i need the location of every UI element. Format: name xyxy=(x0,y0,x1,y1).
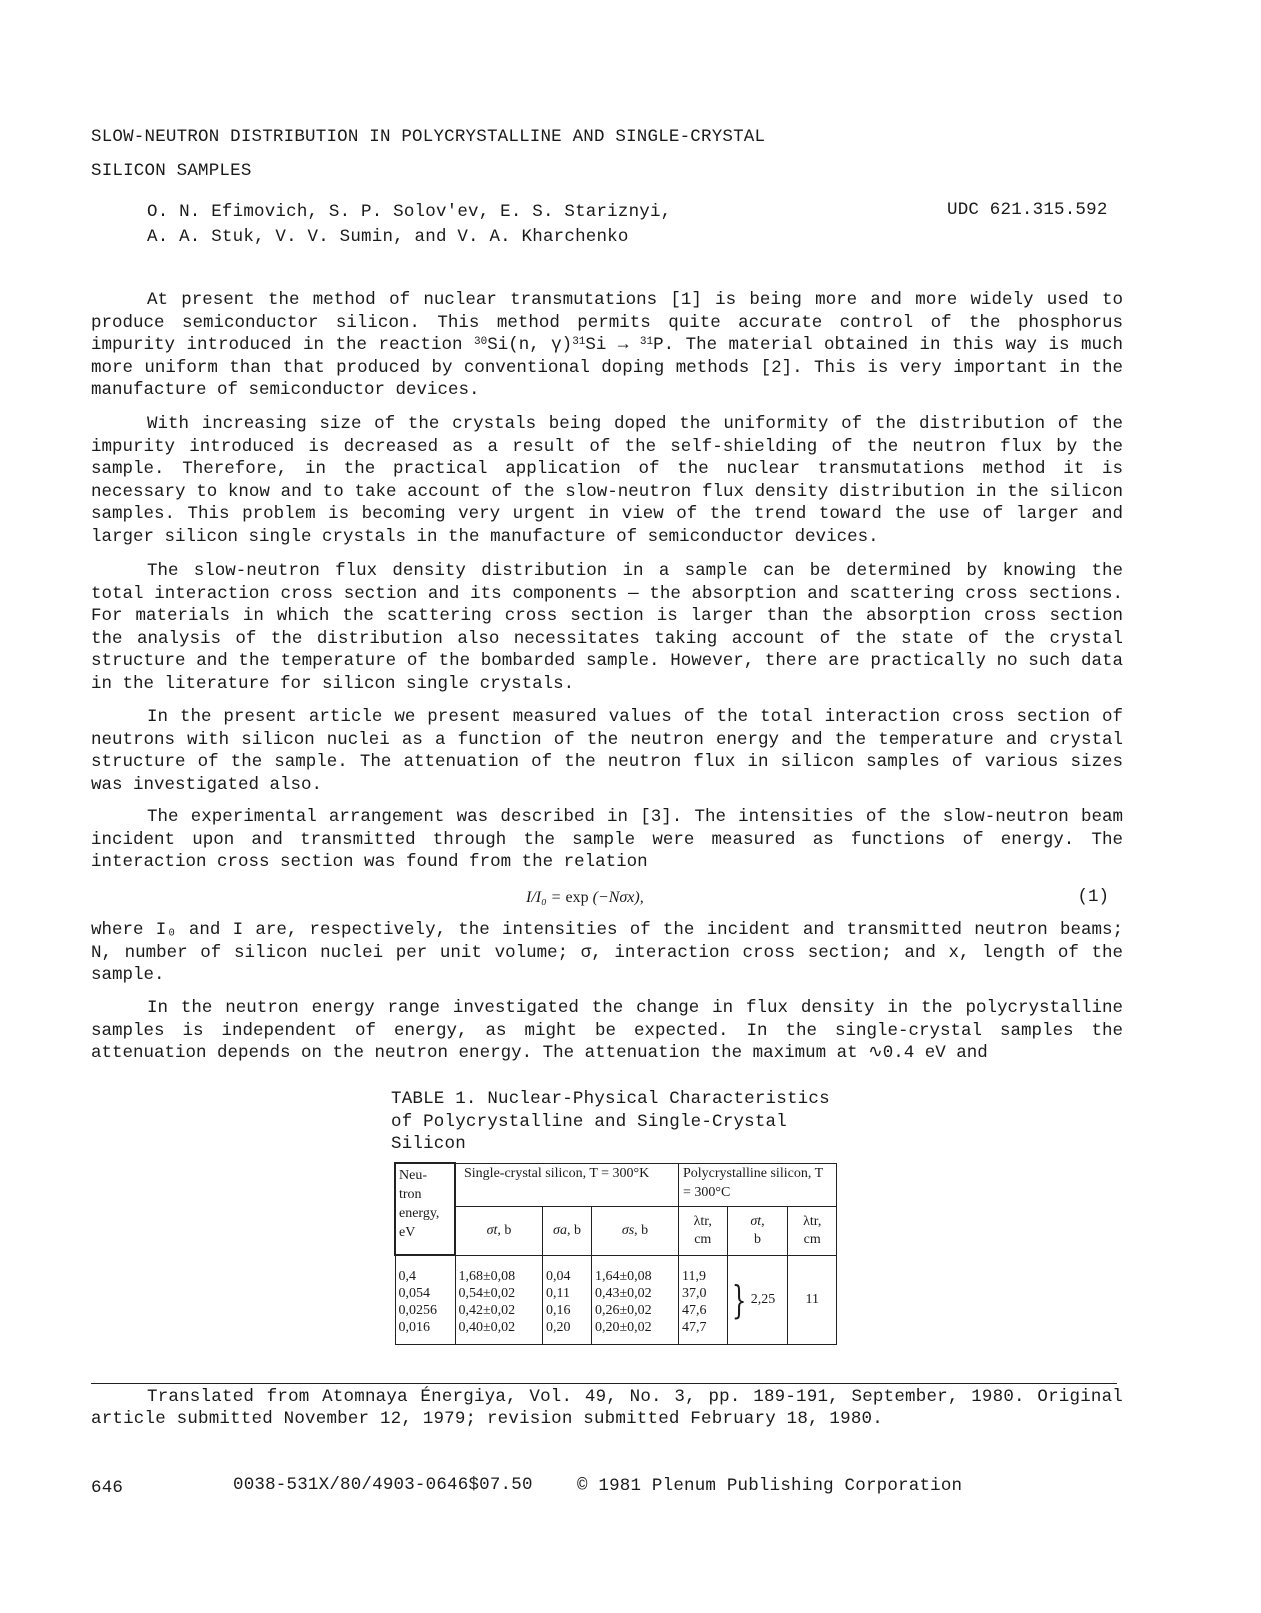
col-header-poly-sigma-t: σt, b xyxy=(727,1206,788,1255)
table-cell: 11,9 xyxy=(682,1268,706,1284)
title-line-1: SLOW-NEUTRON DISTRIBUTION IN POLYCRYSTALLINE AND SINGLE-CRYSTAL xyxy=(91,127,766,147)
page-number: 646 xyxy=(91,1478,124,1498)
col-header-single-crystal: Single-crystal silicon, T = 300°K xyxy=(455,1163,679,1206)
table-cell: 1,68±0,08 xyxy=(458,1268,516,1284)
table-cell: 0,26±0,02 xyxy=(595,1302,652,1318)
table-cell: 0,11 xyxy=(546,1285,570,1301)
paragraph-5: The experimental arrangement was described in [3]. The intensities of the slow-neutron beam incident upon and transmitted through the sample were measured as functions of energy. The interaction cross section was found from the relation xyxy=(91,807,1123,873)
sigma-a-column xyxy=(543,1255,592,1345)
authors-line-2: A. A. Stuk, V. V. Sumin, and V. A. Kharchenko xyxy=(147,227,629,247)
col-header-lambda-tr: λtr, cm xyxy=(679,1206,728,1255)
author-list xyxy=(147,200,671,250)
table-cell: 0,4 xyxy=(398,1269,416,1284)
table-cell: 0,20 xyxy=(546,1319,571,1335)
copyright-notice: © 1981 Plenum Publishing Corporation xyxy=(577,1476,963,1496)
paragraph-6: where I₀ and I are, respectively, the intensities of the incident and transmitted neutron beams; N, number of silicon nuclei per unit volume; σ, interaction cross section; and x, length of the sample. xyxy=(91,920,1123,986)
table-cell: 37,0 xyxy=(682,1285,707,1301)
equation-body: I/I₀ = exp (−Nσx), xyxy=(526,889,644,906)
sigma-t-column xyxy=(455,1255,543,1345)
article-title xyxy=(91,120,765,188)
col-header-poly-lambda-tr: λtr, cm xyxy=(788,1206,837,1255)
title-line-2: SILICON SAMPLES xyxy=(91,161,252,181)
paragraph-3: The slow-neutron flux density distribution in a sample can be determined by knowing the total interaction cross section and its components — the absorption and scattering cross sections. For materials in which the scattering cross section is larger than the absorption cross section the analysis of the distribution also necessitates taking account of the state of the crystal structure and the temperature of the bombarded sample. However, there are practically no such data in the literature for silicon single crystals. xyxy=(91,561,1123,694)
footnote-divider xyxy=(91,1383,1117,1384)
table-cell: 1,64±0,08 xyxy=(595,1268,652,1284)
sigma-s-column xyxy=(592,1255,679,1345)
energy-column xyxy=(395,1255,455,1345)
table-cell: 0,04 xyxy=(546,1268,571,1284)
table-cell: 0,20±0,02 xyxy=(595,1319,652,1335)
authors-line-1: O. N. Efimovich, S. P. Solov'ev, E. S. Stariznyi, xyxy=(147,202,672,222)
table-1 xyxy=(394,1162,837,1345)
brace-icon: } xyxy=(731,1277,746,1322)
table-cell: 0,43±0,02 xyxy=(595,1285,652,1301)
poly-sigma-t-cell: } 2,25 xyxy=(727,1255,788,1345)
equation-number: (1) xyxy=(1077,887,1109,907)
table-cell: 0,054 xyxy=(398,1286,430,1301)
col-header-energy: Neu- tron energy, eV xyxy=(395,1163,455,1255)
equation-1 xyxy=(91,887,1109,911)
translation-note: Translated from Atomnaya Énergiya, Vol. 49, No. 3, pp. 189-191, September, 1980. Original article submitted November 12, 1979; revision submitted February 18, 1980. xyxy=(91,1387,1123,1429)
col-header-sigma-t: σt, b xyxy=(455,1206,543,1255)
paragraph-1: At present the method of nuclear transmutations [1] is being more and more widely used to produce semiconductor silicon. This method permits quite accurate control of the phosphorus impurity introduced in the reaction $^{30}$Si(n, γ)$^{31}$Si → $^{31}$P. The material obtained in this way is much more uniform than that produced by conventional doping methods [2]. This is very important in the manufacture of semiconductor devices. xyxy=(91,290,1124,401)
col-header-sigma-a: σa, b xyxy=(543,1206,592,1255)
table-cell: 0,016 xyxy=(398,1320,430,1335)
table-cell: 47,6 xyxy=(682,1302,707,1318)
table-cell: 0,42±0,02 xyxy=(458,1302,516,1318)
table-caption: TABLE 1. Nuclear-Physical Characteristics of Polycrystalline and Single-Crystal Silicon xyxy=(391,1089,830,1154)
table-cell: 0,40±0,02 xyxy=(458,1319,516,1335)
paragraph-4: In the present article we present measured values of the total interaction cross section of neutrons with silicon nuclei as a function of the neutron energy and the temperature and crystal structure of the sample. The attenuation of the neutron flux in silicon samples of various sizes was investigated also. xyxy=(91,707,1123,795)
col-header-polycrystalline: Polycrystalline silicon, T = 300°C xyxy=(679,1163,837,1206)
journal-code: 0038-531X/80/4903-0646$07.50 xyxy=(233,1475,533,1495)
table-cell: 0,0256 xyxy=(398,1303,437,1318)
table-cell: 0,16 xyxy=(546,1302,571,1318)
lambda-tr-column xyxy=(679,1255,728,1345)
paragraph-2: With increasing size of the crystals being doped the uniformity of the distribution of the impurity introduced is decreased as a result of the self-shielding of the neutron flux by the sample. Therefore, in the practical application of the nuclear transmutations method it is necessary to know and to take account of the slow-neutron flux density distribution in the silicon samples. This problem is becoming very urgent in view of the trend toward the use of larger and larger silicon single crystals in the manufacture of semiconductor devices. xyxy=(91,414,1123,547)
table-cell: 0,54±0,02 xyxy=(458,1285,516,1301)
udc-code: UDC 621.315.592 xyxy=(947,200,1108,220)
poly-lambda-tr-cell: 11 xyxy=(788,1255,837,1345)
col-header-sigma-s: σs, b xyxy=(592,1206,679,1255)
paragraph-7: In the neutron energy range investigated the change in flux density in the polycrystalline samples is independent of energy, as might be expected. In the single-crystal samples the attenuation depends on the neutron energy. The attenuation the maximum at ∿0.4 eV and xyxy=(91,998,1123,1064)
table-cell: 47,7 xyxy=(682,1319,707,1335)
